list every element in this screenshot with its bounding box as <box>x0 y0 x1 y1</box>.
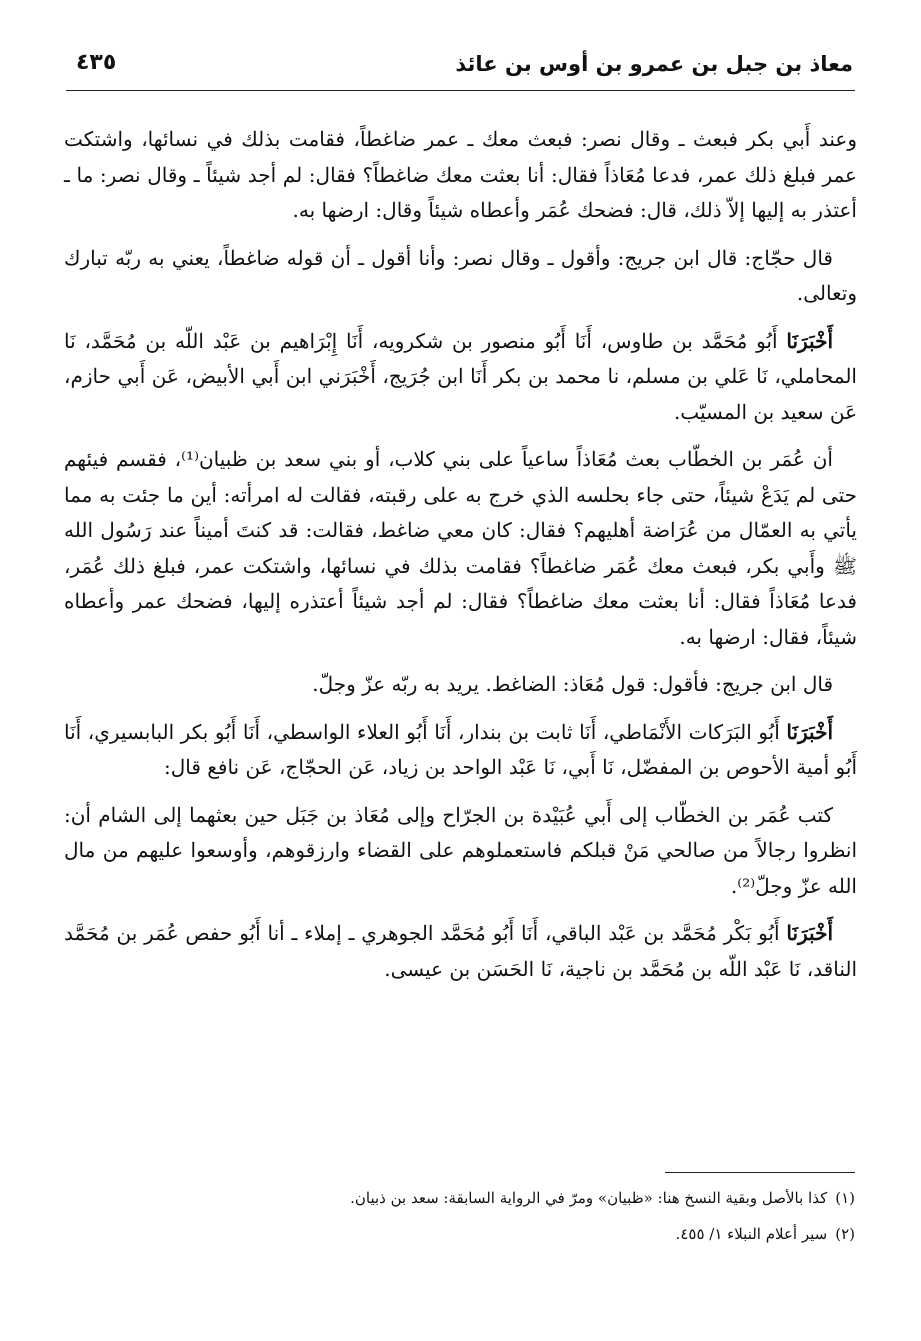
header-rule <box>66 90 855 91</box>
paragraph-3-text: أَبُو مُحَمَّد بن طاوس، أَنَا أَبُو منصور بن شكرويه، أَنَا إِبْرَاهيم بن عَبْد اللّه بن مُحَمَّد، نَا المحاملي، نَا عَلي بن مسلم، نا محمد بن بكر أَنَا ابن جُرَيج، أَخْبَرَني ابن أَبي الأبيض، عَن أَبي حازم، عَن سعيد بن المسيّب. <box>64 328 857 424</box>
isnad-keyword: أَخْبَرَنَا <box>786 328 834 353</box>
main-text <box>64 122 857 999</box>
paragraph-1: وعند أَبي بكر فبعث ـ وقال نصر: فبعث معك ـ عمر ضاغطاً، فقامت بذلك في نسائها، واشتكت عمر فبلغ ذلك عمر، فدعا مُعَاذاً فقال: أنا بعثت معك ضاغطاً؟ فقال: لم أجد شيئاً ـ وقال نصر: ما ـ أعتذر به إليها إلاّ ذلك، قال: فضحك عُمَر وأعطاه شيئاً وقال: ارضها به. <box>64 127 857 222</box>
paragraph-3 <box>64 324 857 431</box>
paragraph-2: قال حجّاج: قال ابن جريج: وأقول ـ وقال نصر: وأنا أقول ـ أن قوله ضاغطاً، يعني به ربّه تبارك وتعالى. <box>64 245 857 305</box>
isnad-keyword: أَخْبَرَنَا <box>786 719 834 744</box>
paragraph-8 <box>64 916 857 987</box>
paragraph-8-text: أَبُو بَكْر مُحَمَّد بن عَبْد الباقي، أَنَا أَبُو مُحَمَّد الجوهري ـ إملاء ـ أنا أَبُو حفص عُمَر بن مُحَمَّد الناقد، نَا عَبْد اللّه بن مُحَمَّد بن ناجية، نَا الحَسَن بن عيسى. <box>64 921 857 981</box>
footnote-2 <box>64 1222 855 1246</box>
footnote-text: كذا بالأصل وبقية النسخ هنا: «ظبيان» ومرّ في الرواية السابقة: سعد بن ذبيان. <box>350 1189 828 1207</box>
footnote-number: (١) <box>835 1189 855 1207</box>
footnote-separator <box>665 1172 855 1173</box>
footnotes <box>64 1186 855 1258</box>
running-title: معاذ بن جبل بن عمرو بن أوس بن عائذ <box>455 52 853 76</box>
paragraph-6-text: أَبُو البَرَكات الأَنْمَاطي، أَنَا ثابت بن بندار، أَنَا أَبُو العلاء الواسطي، أَنَا أَبُو بكر البابسيري، أَنَا أَبُو أمية الأحوص بن المفضّل، نَا أَبي، نَا عَبْد الواحد بن زياد، عَن الحجّاج، عَن نافع قال: <box>64 719 857 779</box>
paragraph-7: كتب عُمَر بن الخطّاب إلى أَبي عُبَيْدة بن الجرّاح وإلى مُعَاذ بن جَبَل حين بعثهما إلى الشام أن: انظروا رجالاً من صالحي مَنْ قبلكم فاستعملوهم على القضاء وارزقوهم، وأوسعوا عليهم من مال الله عزّ وجلّ⁽²⁾. <box>64 802 857 898</box>
paragraph-4: أن عُمَر بن الخطّاب بعث مُعَاذاً ساعياً على بني كلاب، أو بني سعد بن ظبيان⁽¹⁾، فقسم فيئهم حتى لم يَدَعْ شيئاً، حتى جاء بحلسه الذي خرج به على رقبته، فقالت له امرأته: أين ما جئت به مما يأتي به العمّال من عُرَاضة أهليهم؟ فقال: كان معي ضاغط، فقالت: قد كنتَ أميناً عند رَسُول الله ﷺ وأَبي بكر، فبعث معك عُمَر ضاغطاً؟ فقامت بذلك في نسائها، واشتكت عمر، فبلغ ذلك عُمَر، فدعا مُعَاذاً فقال: أنا بعثت معك ضاغطاً؟ فقال: لم أجد شيئاً أعتذره إليها، فضحك عمر وأعطاه شيئاً، فقال: ارضها به. <box>64 447 857 649</box>
footnote-text: سير أعلام النبلاء ١/ ٤٥٥. <box>675 1225 828 1243</box>
paragraph-5: قال ابن جريج: فأقول: قول مُعَاذ: الضاغط. يريد به ربّه عزّ وجلّ. <box>312 672 833 696</box>
footnote-1 <box>64 1186 855 1210</box>
footnote-number: (٢) <box>835 1225 855 1243</box>
isnad-keyword: أَخْبَرَنَا <box>786 921 833 945</box>
page-number: ٤٣٥ <box>76 50 117 75</box>
paragraph-6 <box>64 715 857 786</box>
page-header <box>70 50 853 86</box>
